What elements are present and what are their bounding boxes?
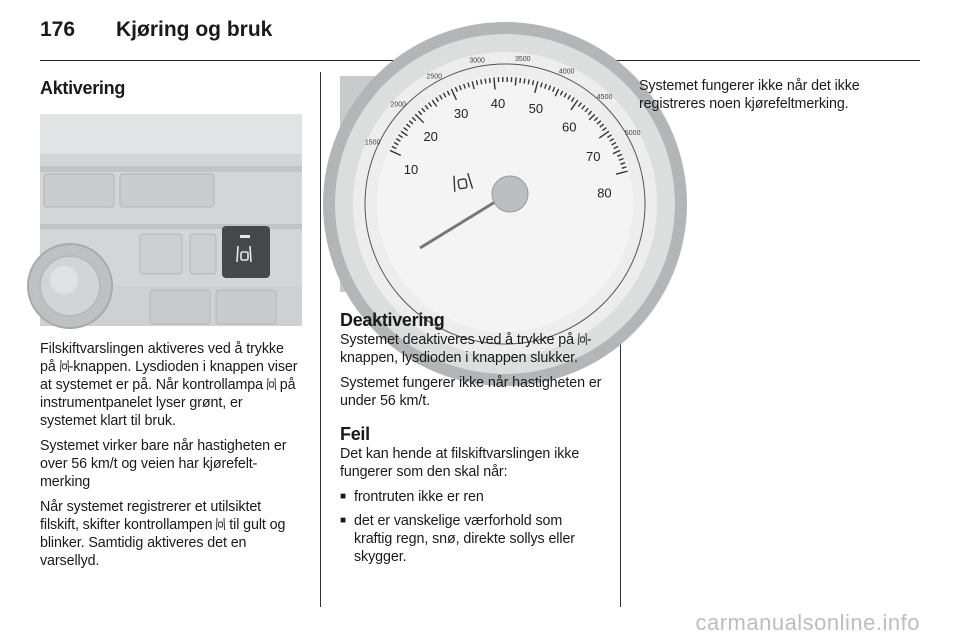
page-title: Kjøring og bruk bbox=[116, 18, 273, 41]
rpm-label: 5000 bbox=[624, 130, 641, 138]
speed-label: 40 bbox=[490, 96, 506, 112]
paragraph-deaktivering-2: Systemet fungerer ikke når hastigheten er under 56 km/t. bbox=[340, 375, 602, 409]
button-panel-illustration bbox=[40, 114, 302, 326]
feil-bullet-list bbox=[340, 488, 604, 566]
column-3 bbox=[639, 72, 901, 120]
gauge-tick bbox=[515, 77, 516, 85]
speed-label: 10 bbox=[403, 161, 419, 177]
paragraph-deaktivering-1: Systemet deaktiveres ved å trykke på -knappen, lysdioden i knappen slukker. bbox=[340, 332, 592, 366]
gauge-tick bbox=[490, 78, 491, 83]
gauge-tick bbox=[524, 79, 525, 84]
rpm-label: 4000 bbox=[558, 68, 575, 76]
section-heading-feil: Feil bbox=[340, 424, 370, 444]
rpm-label: 2500 bbox=[426, 73, 443, 81]
section-heading-deaktivering: Deaktivering bbox=[340, 310, 445, 330]
paragraph-aktivering-1: Filskiftvarslingen aktiveres ved å trykke på -knappen. Lysdioden i knappen viser at systemet er på. Når kontrollampa på instrumentpanelet lyser grønt, er systemet klart til bruk. bbox=[40, 341, 298, 429]
paragraph-feil-1: Det kan hende at filskiftvarslingen ikke fungerer som den skal når: bbox=[340, 446, 580, 480]
speed-label: 80 bbox=[597, 185, 612, 201]
figure-speedometer bbox=[340, 56, 641, 292]
speed-label: 50 bbox=[528, 100, 544, 116]
watermark: carmanualsonline.info bbox=[695, 610, 920, 635]
gauge-tick bbox=[485, 79, 486, 84]
list-item: ■ frontruten ikke er ren bbox=[340, 489, 484, 505]
lane-departure-icon bbox=[267, 378, 276, 390]
bullet-square: ■ bbox=[340, 515, 346, 526]
gauge-tick bbox=[481, 79, 482, 84]
column-1 bbox=[40, 72, 302, 577]
gauge-tick bbox=[520, 78, 521, 83]
column-divider-1 bbox=[320, 72, 321, 607]
page-header bbox=[40, 18, 272, 48]
page-number: 176 bbox=[40, 18, 76, 41]
paragraph-col3-1: Systemet fungerer ikke når det ikke registreres noen kjørefeltmerking. bbox=[639, 78, 860, 112]
speed-label: 30 bbox=[453, 106, 469, 122]
gauge-tick bbox=[528, 79, 529, 84]
speedometer-illustration bbox=[340, 56, 641, 292]
rpm-label: 3000 bbox=[469, 57, 485, 65]
list-item: ■ det er vanskelige værforhold som kraftig regn, snø, direkte sollys eller skygger. bbox=[340, 513, 575, 565]
rpm-label: 3500 bbox=[515, 56, 531, 64]
figure-button-panel bbox=[40, 114, 302, 326]
paragraph-aktivering-2: Systemet virker bare når hastigheten er over 56 km/t og veien har kjørefeltmerking bbox=[40, 438, 287, 490]
paragraph-aktivering-3: Når systemet registrerer et utilsiktet filskift, skifter kontrollampen til gult og blinker. Samtidig aktiveres det en varsellyd. bbox=[40, 499, 286, 569]
rpm-label: 2000 bbox=[390, 101, 407, 109]
rpm-label: 4500 bbox=[596, 94, 613, 102]
column-2 bbox=[340, 56, 641, 572]
speed-label: 20 bbox=[423, 129, 438, 145]
speed-label: 70 bbox=[586, 149, 601, 165]
lane-departure-icon bbox=[578, 333, 587, 345]
bullet-square: ■ bbox=[340, 491, 346, 502]
section-heading-aktivering: Aktivering bbox=[40, 78, 126, 98]
rpm-label: 1500 bbox=[364, 139, 381, 147]
speed-label: 60 bbox=[562, 119, 577, 135]
lane-departure-icon bbox=[60, 360, 69, 372]
